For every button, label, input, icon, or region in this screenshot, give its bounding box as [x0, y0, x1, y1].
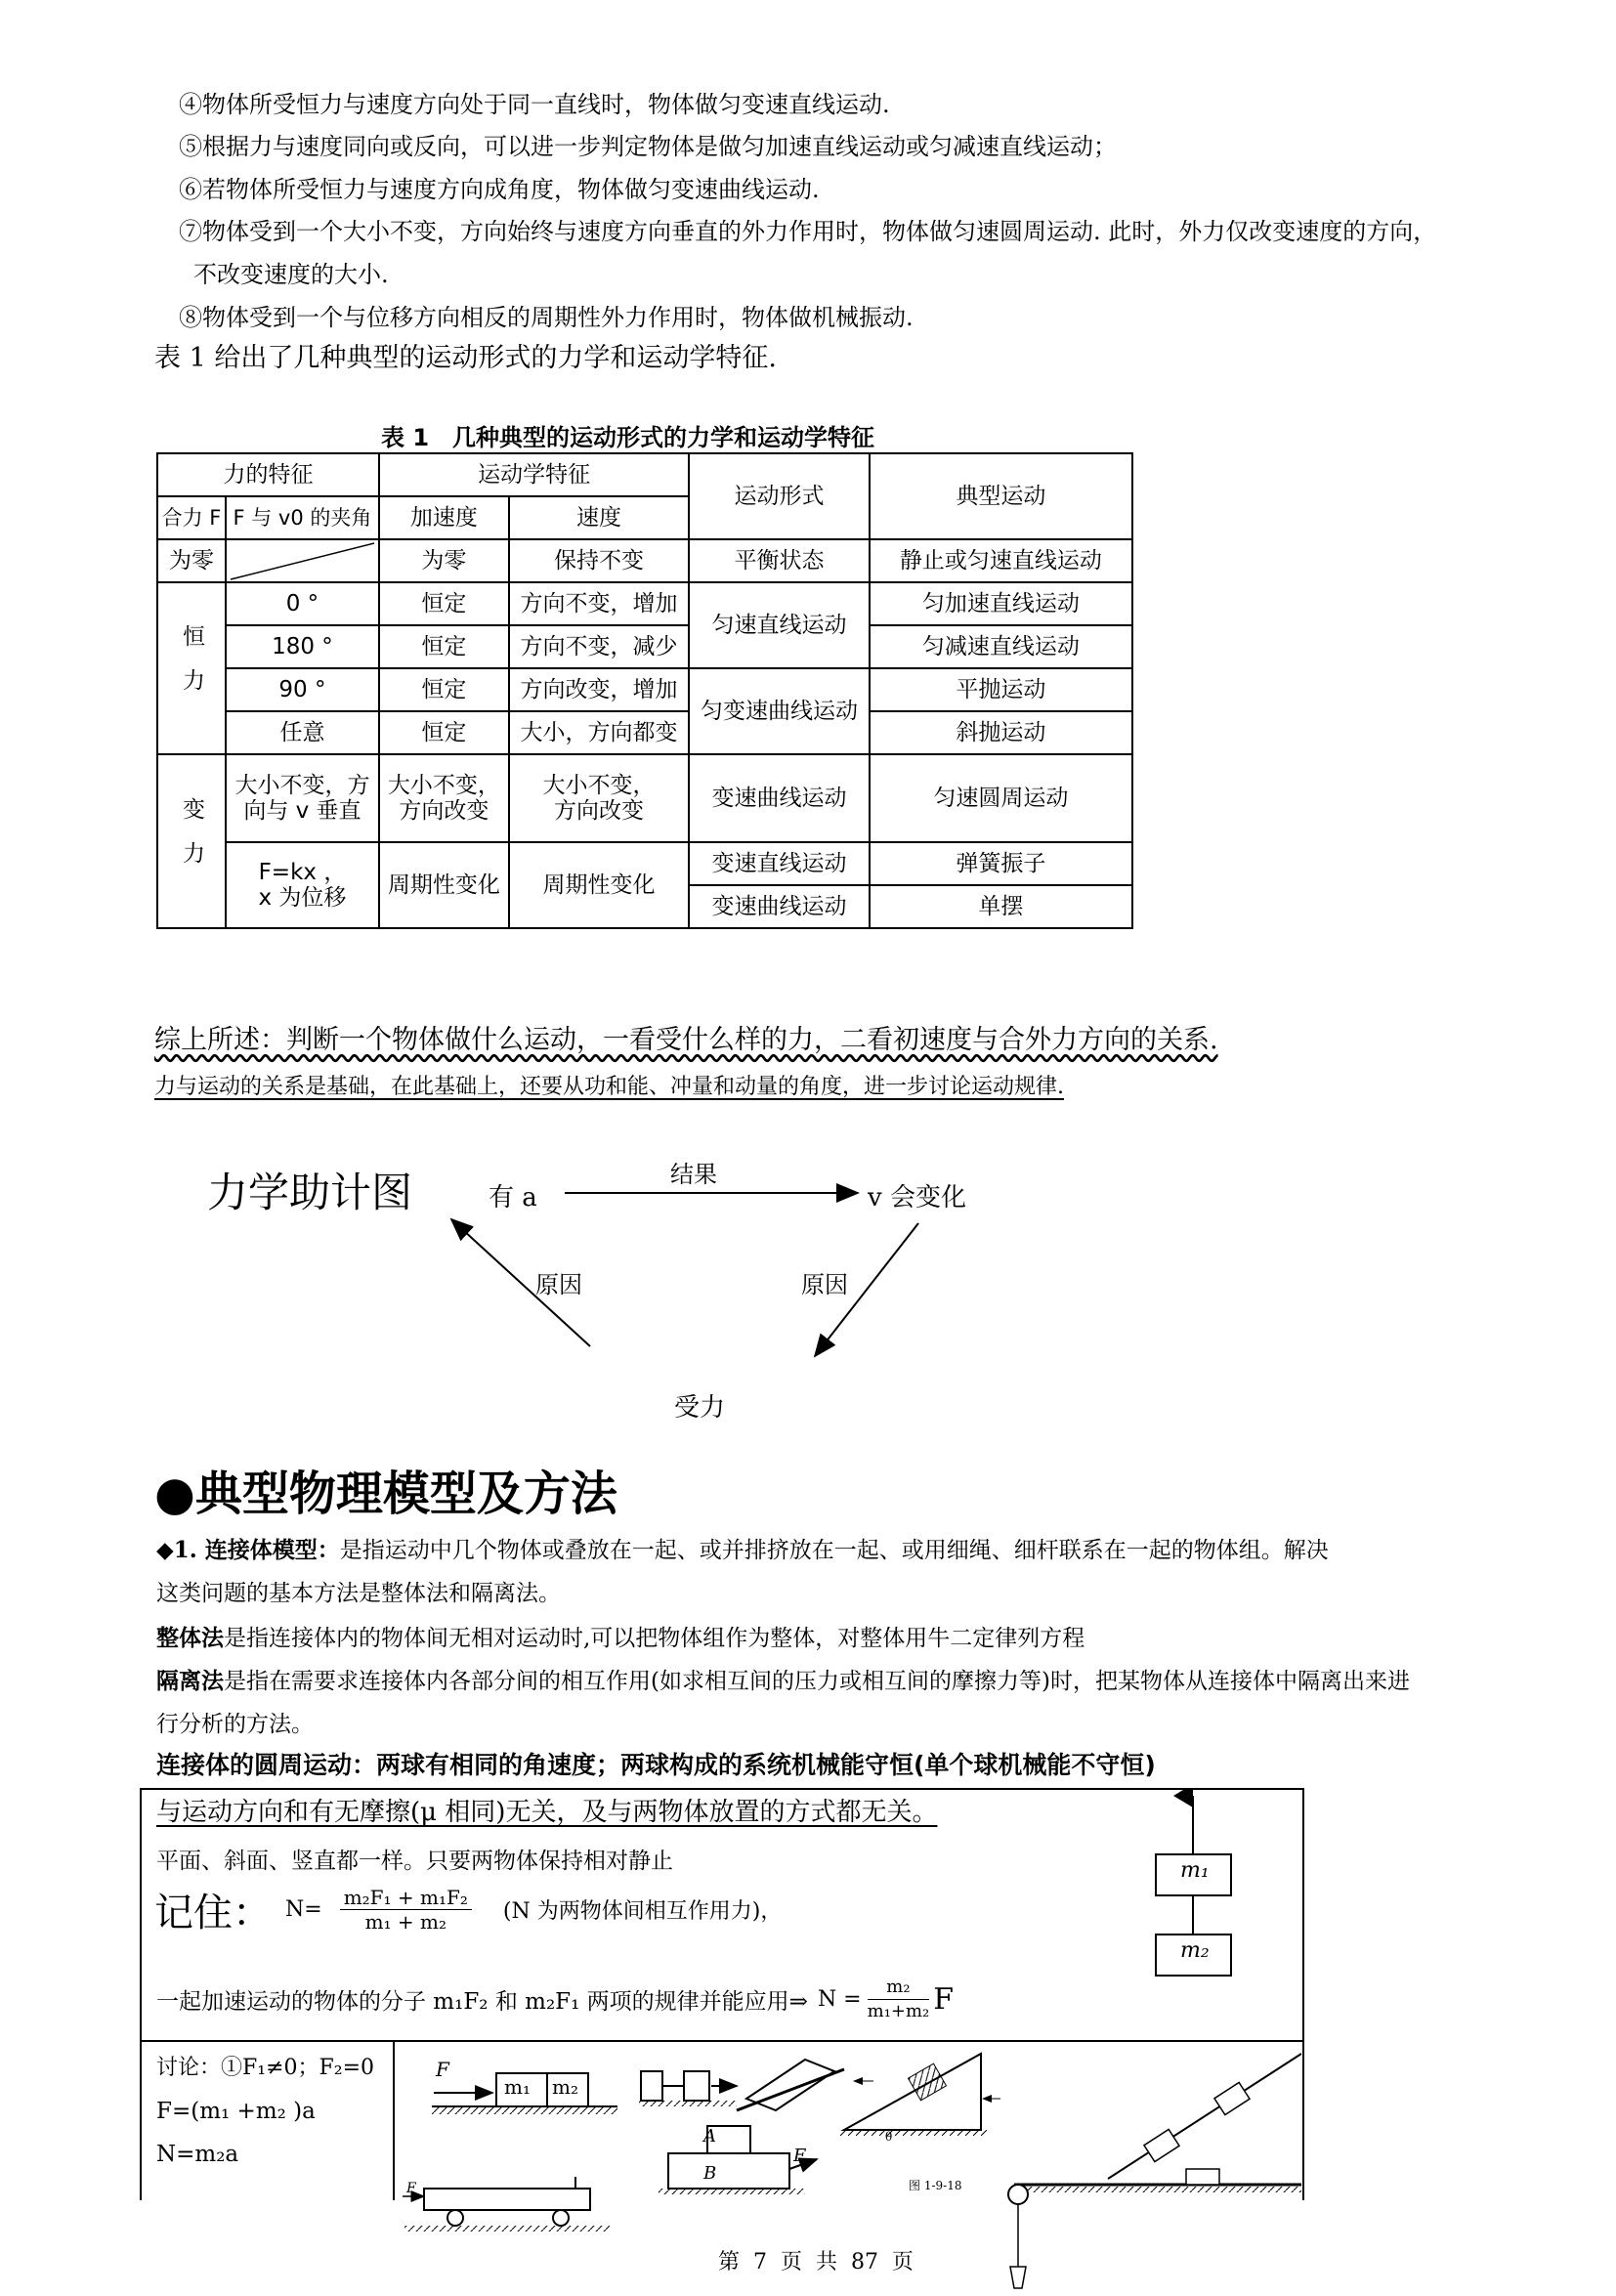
- summary-line-2: 力与运动的关系是基础，在此基础上，还要从功和能、冲量和动量的角度，进一步讨论运动规律.: [154, 1075, 1064, 1099]
- disc-1: 讨论：①F₁≠0；F₂=0: [156, 2056, 375, 2080]
- zero-accel: 为零: [379, 539, 509, 582]
- s2-block-left: [641, 2071, 662, 2101]
- box-left: [140, 1788, 142, 2200]
- c-typ-2: 平抛运动: [870, 668, 1132, 711]
- n2-fraction: [868, 1976, 930, 2023]
- stack-m1-label: m₁: [1180, 1858, 1210, 1883]
- h-velocity: 速度: [509, 496, 690, 539]
- n-note: (N 为两物体间相互作用力)，: [502, 1899, 783, 1924]
- s7-block-2: [1214, 2082, 1250, 2114]
- stacked-blocks-diagram: [1133, 1788, 1270, 2032]
- s7-pulley: [1008, 2185, 1028, 2204]
- n2-label: N =: [817, 1987, 862, 2012]
- s6-cart: [424, 2189, 590, 2210]
- remember-label: 记住：: [154, 1891, 272, 1935]
- fig-label-f2: F: [793, 2146, 806, 2166]
- constant-label: 恒力: [157, 582, 226, 754]
- intro-line-4: ④物体所受恒力与速度方向处于同一直线时，物体做匀变速直线运动.: [179, 91, 890, 118]
- v1-accel-a: 大小不变，: [387, 773, 500, 798]
- c-accel-3: 恒定: [379, 711, 509, 754]
- box-line-2: 平面、斜面、竖直都一样。只要两物体保持相对静止: [156, 1849, 673, 1874]
- form-line: 匀速直线运动: [689, 582, 869, 668]
- fig-label-a: A: [703, 2126, 716, 2147]
- s4-wedge: [844, 2054, 981, 2130]
- v2-vel: 周期性变化: [509, 842, 690, 928]
- intro-line-5: ⑤根据力与速度同向或反向，可以进一步判定物体是做匀加速直线运动或匀减速直线运动；: [179, 133, 1117, 160]
- whole-head: 整体法: [156, 1625, 224, 1651]
- arrow-v-to-f: [815, 1223, 918, 1356]
- v1-angle-a: 大小不变，方: [234, 773, 370, 798]
- diagram-node-v: v 会变化: [868, 1183, 966, 1212]
- iso-method-a: [156, 1667, 1410, 1696]
- c-vel-3: 大小，方向都变: [509, 711, 690, 754]
- c-typ-1: 匀减速直线运动: [870, 625, 1132, 668]
- zero-force: 为零: [157, 539, 226, 582]
- table-intro: 表 1 给出了几种典型的运动形式的力学和运动学特征.: [154, 343, 777, 373]
- h-force: 力的特征: [157, 453, 379, 496]
- section-title: ●典型物理模型及方法: [154, 1467, 617, 1521]
- c-vel-1: 方向不变，减少: [509, 625, 690, 668]
- v1-form: 变速曲线运动: [689, 754, 869, 842]
- c-typ-0: 匀加速直线运动: [870, 582, 1132, 625]
- v2-typ-a: 弹簧振子: [870, 842, 1132, 885]
- c-angle-1: 180 °: [226, 625, 379, 668]
- variable-label: 变力: [157, 754, 226, 928]
- fig-label-f1: F: [436, 2058, 449, 2081]
- s7-table-hatch: [1020, 2187, 1301, 2192]
- s6-ground: [404, 2226, 610, 2232]
- diagram-title: 力学助计图: [207, 1169, 413, 1216]
- fig-label-theta: θ: [885, 2130, 893, 2144]
- s4-ground: [840, 2130, 987, 2136]
- v1-accel-b: 方向改变: [399, 798, 489, 824]
- s1-ground: [432, 2106, 617, 2114]
- zero-velocity: 保持不变: [509, 539, 690, 582]
- n-fraction: [340, 1886, 472, 1934]
- v2-form-a: 变速直线运动: [689, 842, 869, 885]
- model1-text-a: 是指运动中几个物体或叠放在一起、或并排挤放在一起、或用细绳、细杆联系在一起的物体组。解决: [339, 1538, 1329, 1563]
- intro-line-7: ⑦物体受到一个大小不变，方向始终与速度方向垂直的外力作用时，物体做匀速圆周运动. 此时，外力仅改变速度的方向，: [179, 218, 1437, 245]
- c-angle-0: 0 °: [226, 582, 379, 625]
- diagram-edge-result: 结果: [670, 1161, 717, 1188]
- diagram-node-a: 有 a: [489, 1183, 537, 1212]
- v1-vel-a: 大小不变，: [542, 773, 656, 798]
- c-accel-2: 恒定: [379, 668, 509, 711]
- v1-vel-b: 方向改变: [553, 798, 644, 824]
- c-vel-0: 方向不变，增加: [509, 582, 690, 625]
- c-accel-1: 恒定: [379, 625, 509, 668]
- diagram-edge-cause-right: 原因: [801, 1271, 848, 1298]
- box-right: [1302, 1788, 1304, 2200]
- v1-angle-b: 向与 v 垂直: [243, 798, 361, 824]
- fig-label-b: B: [703, 2163, 717, 2184]
- summary-line-1: 综上所述：判断一个物体做什么运动，一看受什么样的力，二看初速度与合外力方向的关系.: [154, 1025, 1218, 1055]
- h-angle: F 与 v0 的夹角: [226, 496, 379, 539]
- c-vel-2: 方向改变，增加: [509, 668, 690, 711]
- model1-para-b: 这类问题的基本方法是整体法和隔离法。: [156, 1581, 561, 1606]
- intro-line-6: ⑥若物体所受恒力与速度方向成角度，物体做匀变速曲线运动.: [179, 176, 820, 203]
- diagram-node-f: 受力: [674, 1393, 726, 1423]
- v2-form-b: 变速曲线运动: [689, 885, 869, 928]
- zero-form: 平衡状态: [689, 539, 869, 582]
- diagram-edge-cause-left: 原因: [535, 1271, 582, 1298]
- c-accel-0: 恒定: [379, 582, 509, 625]
- whole-text: 是指连接体内的物体间无相对运动时,可以把物体组作为整体，对整体用牛二定律列方程: [224, 1626, 1085, 1651]
- fig-label-m2: m₂: [552, 2075, 578, 2099]
- h-kinematic: 运动学特征: [379, 453, 689, 496]
- fig-label-m1: m₁: [504, 2075, 531, 2099]
- page-footer: 第 7 页 共 87 页: [718, 2250, 914, 2275]
- s5-block-b: [668, 2153, 789, 2189]
- h-motion-form: 运动形式: [689, 453, 869, 539]
- whole-method: [156, 1624, 1084, 1653]
- zero-typical: 静止或匀速直线运动: [870, 539, 1132, 582]
- n-eq-label: N=: [285, 1897, 322, 1922]
- c-angle-3: 任意: [226, 711, 379, 754]
- n-equation: [285, 1886, 782, 1934]
- h-accel: 加速度: [379, 496, 509, 539]
- h-net-force: 合力 F: [157, 496, 226, 539]
- iso-text-a: 是指在需要求连接体内各部分间的相互作用(如求相互间的压力或相互间的摩擦力等)时，把某物体从连接体中隔离出来进: [224, 1669, 1410, 1694]
- s2-block-right: [684, 2071, 709, 2101]
- disc-3: N=m₂a: [156, 2142, 239, 2167]
- s6-wheel-right: [553, 2210, 569, 2226]
- table-title: 表 1 几种典型的运动形式的力学和运动学特征: [381, 424, 875, 451]
- s7-cart: [1186, 2169, 1219, 2185]
- s6-wheel-left: [447, 2210, 463, 2226]
- iso-head: 隔离法: [156, 1668, 224, 1694]
- n2-denominator: m₁+m₂: [867, 2001, 930, 2021]
- v2-angle-b: x 为位移: [258, 885, 347, 911]
- s2-ground: [639, 2101, 737, 2106]
- intro-line-7b: 不改变速度的大小.: [193, 261, 389, 288]
- disc-2: F=(m₁ +m₂ )a: [156, 2099, 316, 2124]
- n-numerator: m₂F₁ + m₁F₂: [340, 1886, 472, 1910]
- stack-m2-label: m₂: [1180, 1938, 1210, 1963]
- v2-typ-b: 单摆: [870, 885, 1132, 928]
- circular-motion: 连接体的圆周运动：两球有相同的角速度；两球构成的系统机械能守恒(单个球机械能不守恒): [156, 1751, 1156, 1779]
- n-denominator: m₁ + m₂: [364, 1910, 447, 1934]
- fig-label-f3: F: [406, 2181, 416, 2196]
- rule-text: 一起加速运动的物体的分子 m₁F₂ 和 m₂F₁ 两项的规律并能应用⇒: [156, 1989, 808, 2015]
- s7-incline: [1108, 2054, 1301, 2179]
- iso-method-b: 行分析的方法。: [156, 1712, 314, 1737]
- v1-typical: 匀速圆周运动: [870, 754, 1132, 842]
- v2-accel: 周期性变化: [379, 842, 509, 928]
- s7-block-1: [1144, 2129, 1179, 2161]
- c-angle-2: 90 °: [226, 668, 379, 711]
- c-typ-3: 斜抛运动: [870, 711, 1132, 754]
- intro-line-8: ⑧物体受到一个与位移方向相反的周期性外力作用时，物体做机械振动.: [179, 304, 914, 331]
- model1-head: ◆1. 连接体模型：: [156, 1537, 340, 1563]
- s5-ground: [659, 2189, 805, 2194]
- n2-numerator: m₂: [868, 1976, 930, 2000]
- h-typical: 典型运动: [870, 453, 1132, 539]
- box-line-1: 与运动方向和有无摩擦(μ 相同)无关，及与两物体放置的方式都无关。: [156, 1798, 938, 1827]
- n2-f: F: [933, 1982, 955, 2017]
- arrow-f-to-a: [451, 1219, 590, 1346]
- box-top: [140, 1788, 1304, 1790]
- model1-para-a: [156, 1536, 1329, 1565]
- rule-line: [156, 1976, 954, 2023]
- v2-angle-a: F=kx ，: [258, 860, 347, 885]
- form-curve: 匀变速曲线运动: [689, 668, 869, 754]
- fig-label-number: 图 1-9-18: [909, 2179, 962, 2192]
